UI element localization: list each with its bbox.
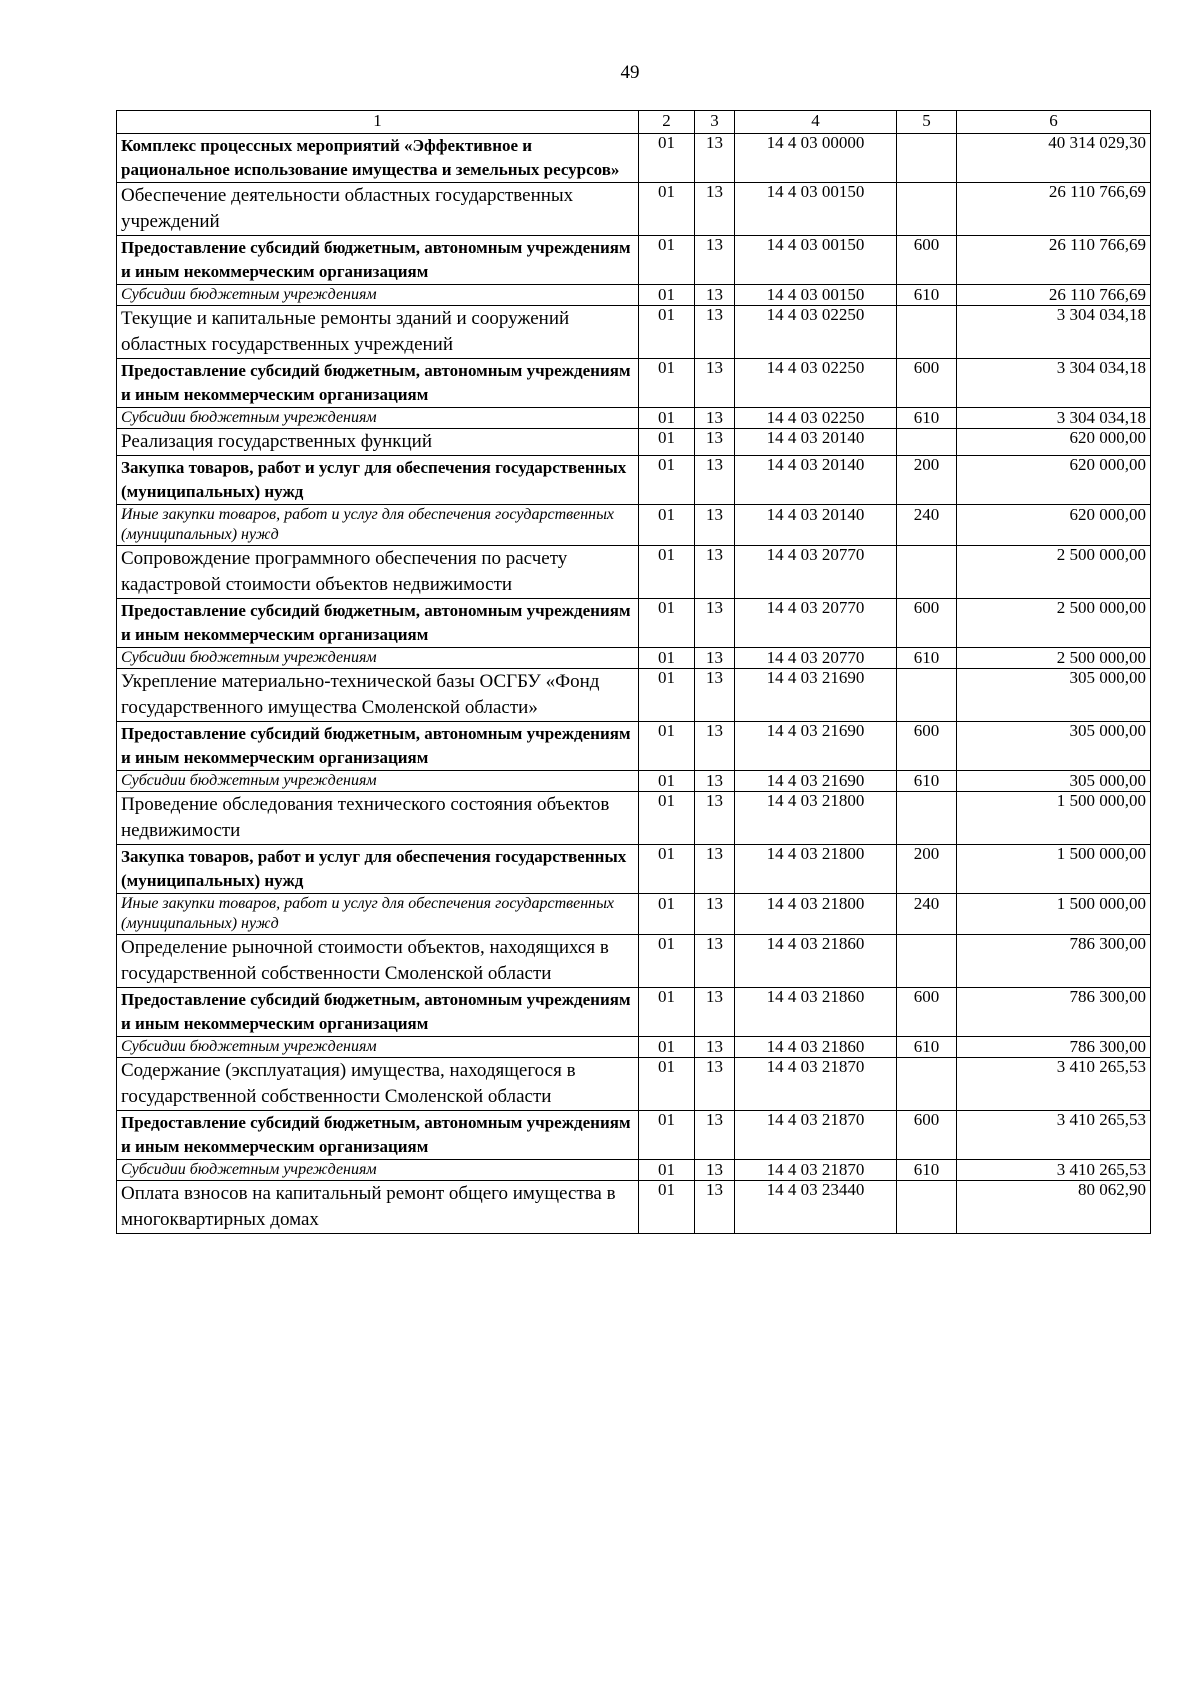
- row-name-cell: Предоставление субсидий бюджетным, автономным учреждениям и иным некоммерческим организациям: [117, 722, 639, 771]
- row-section-cell: 01: [639, 429, 695, 456]
- row-target-code-cell: 14 4 03 21690: [735, 669, 897, 722]
- row-subsection-cell: 13: [695, 1160, 735, 1181]
- row-section-cell: 01: [639, 408, 695, 429]
- row-name-cell: Обеспечение деятельности областных государственных учреждений: [117, 183, 639, 236]
- row-amount-cell: 3 304 034,18: [957, 408, 1151, 429]
- row-name-cell: Субсидии бюджетным учреждениям: [117, 1037, 639, 1058]
- row-amount-cell: 620 000,00: [957, 456, 1151, 505]
- row-section-cell: 01: [639, 1111, 695, 1160]
- row-subsection-cell: 13: [695, 894, 735, 935]
- row-section-cell: 01: [639, 1058, 695, 1111]
- table-row: [117, 669, 1151, 722]
- row-expense-type-cell: [897, 935, 957, 988]
- row-target-code-cell: 14 4 03 00150: [735, 236, 897, 285]
- row-target-code-cell: 14 4 03 20770: [735, 546, 897, 599]
- row-amount-cell: 3 304 034,18: [957, 359, 1151, 408]
- row-amount-cell: 786 300,00: [957, 1037, 1151, 1058]
- row-expense-type-cell: 610: [897, 771, 957, 792]
- table-row: [117, 456, 1151, 505]
- row-target-code-cell: 14 4 03 21800: [735, 894, 897, 935]
- row-amount-cell: 3 410 265,53: [957, 1058, 1151, 1111]
- row-expense-type-cell: 600: [897, 1111, 957, 1160]
- row-amount-cell: 620 000,00: [957, 429, 1151, 456]
- row-expense-type-cell: 240: [897, 894, 957, 935]
- row-section-cell: 01: [639, 988, 695, 1037]
- row-name-cell: Оплата взносов на капитальный ремонт общего имущества в многоквартирных домах: [117, 1181, 639, 1234]
- row-amount-cell: 80 062,90: [957, 1181, 1151, 1234]
- row-target-code-cell: 14 4 03 20770: [735, 599, 897, 648]
- row-subsection-cell: 13: [695, 722, 735, 771]
- row-name-cell: Субсидии бюджетным учреждениям: [117, 1160, 639, 1181]
- row-target-code-cell: 14 4 03 21690: [735, 771, 897, 792]
- row-name-cell: Предоставление субсидий бюджетным, автономным учреждениям и иным некоммерческим организациям: [117, 359, 639, 408]
- row-expense-type-cell: 610: [897, 1037, 957, 1058]
- row-subsection-cell: 13: [695, 236, 735, 285]
- row-amount-cell: 786 300,00: [957, 935, 1151, 988]
- row-section-cell: 01: [639, 359, 695, 408]
- table-row: [117, 1058, 1151, 1111]
- row-section-cell: 01: [639, 1037, 695, 1058]
- table-row: [117, 1111, 1151, 1160]
- header-col-3: 3: [695, 111, 735, 134]
- header-col-6: 6: [957, 111, 1151, 134]
- row-expense-type-cell: 610: [897, 648, 957, 669]
- row-expense-type-cell: 240: [897, 505, 957, 546]
- table-row: [117, 546, 1151, 599]
- row-section-cell: 01: [639, 894, 695, 935]
- row-target-code-cell: 14 4 03 21800: [735, 845, 897, 894]
- row-expense-type-cell: 600: [897, 722, 957, 771]
- table-row: [117, 648, 1151, 669]
- row-expense-type-cell: [897, 429, 957, 456]
- row-amount-cell: 3 304 034,18: [957, 306, 1151, 359]
- row-amount-cell: 2 500 000,00: [957, 648, 1151, 669]
- row-section-cell: 01: [639, 546, 695, 599]
- row-amount-cell: 26 110 766,69: [957, 183, 1151, 236]
- row-expense-type-cell: 600: [897, 236, 957, 285]
- row-name-cell: Комплекс процессных мероприятий «Эффективное и рациональное использование имущества и земельных ресурсов»: [117, 134, 639, 183]
- row-name-cell: Укрепление материально-технической базы ОСГБУ «Фонд государственного имущества Смоленской области»: [117, 669, 639, 722]
- table-row: [117, 894, 1151, 935]
- row-amount-cell: 3 410 265,53: [957, 1160, 1151, 1181]
- row-name-cell: Закупка товаров, работ и услуг для обеспечения государственных (муниципальных) нужд: [117, 456, 639, 505]
- table-row: [117, 429, 1151, 456]
- row-target-code-cell: 14 4 03 21870: [735, 1111, 897, 1160]
- row-name-cell: Содержание (эксплуатация) имущества, находящегося в государственной собственности Смоленской области: [117, 1058, 639, 1111]
- row-amount-cell: 305 000,00: [957, 771, 1151, 792]
- row-subsection-cell: 13: [695, 359, 735, 408]
- table-row: [117, 505, 1151, 546]
- table-row: [117, 134, 1151, 183]
- row-expense-type-cell: [897, 183, 957, 236]
- row-subsection-cell: 13: [695, 429, 735, 456]
- row-subsection-cell: 13: [695, 505, 735, 546]
- row-section-cell: 01: [639, 134, 695, 183]
- budget-table: [116, 110, 1151, 1234]
- row-amount-cell: 620 000,00: [957, 505, 1151, 546]
- row-target-code-cell: 14 4 03 20140: [735, 505, 897, 546]
- table-row: [117, 285, 1151, 306]
- row-expense-type-cell: 600: [897, 988, 957, 1037]
- row-expense-type-cell: 600: [897, 599, 957, 648]
- row-name-cell: Предоставление субсидий бюджетным, автономным учреждениям и иным некоммерческим организациям: [117, 988, 639, 1037]
- row-amount-cell: 2 500 000,00: [957, 546, 1151, 599]
- row-amount-cell: 26 110 766,69: [957, 285, 1151, 306]
- row-section-cell: 01: [639, 771, 695, 792]
- row-section-cell: 01: [639, 456, 695, 505]
- row-name-cell: Субсидии бюджетным учреждениям: [117, 408, 639, 429]
- row-target-code-cell: 14 4 03 21860: [735, 1037, 897, 1058]
- header-col-5: 5: [897, 111, 957, 134]
- row-section-cell: 01: [639, 285, 695, 306]
- row-subsection-cell: 13: [695, 183, 735, 236]
- row-subsection-cell: 13: [695, 771, 735, 792]
- row-subsection-cell: 13: [695, 648, 735, 669]
- row-target-code-cell: 14 4 03 00150: [735, 183, 897, 236]
- row-section-cell: 01: [639, 1160, 695, 1181]
- row-expense-type-cell: 610: [897, 285, 957, 306]
- row-subsection-cell: 13: [695, 669, 735, 722]
- row-name-cell: Субсидии бюджетным учреждениям: [117, 648, 639, 669]
- table-row: [117, 359, 1151, 408]
- row-amount-cell: 786 300,00: [957, 988, 1151, 1037]
- row-expense-type-cell: 200: [897, 845, 957, 894]
- row-section-cell: 01: [639, 505, 695, 546]
- table-row: [117, 792, 1151, 845]
- row-section-cell: 01: [639, 845, 695, 894]
- row-name-cell: Субсидии бюджетным учреждениям: [117, 771, 639, 792]
- row-subsection-cell: 13: [695, 456, 735, 505]
- table-row: [117, 408, 1151, 429]
- row-target-code-cell: 14 4 03 02250: [735, 408, 897, 429]
- header-col-1: 1: [117, 111, 639, 134]
- row-target-code-cell: 14 4 03 21870: [735, 1058, 897, 1111]
- row-target-code-cell: 14 4 03 21690: [735, 722, 897, 771]
- row-subsection-cell: 13: [695, 845, 735, 894]
- row-subsection-cell: 13: [695, 306, 735, 359]
- row-amount-cell: 1 500 000,00: [957, 845, 1151, 894]
- row-amount-cell: 1 500 000,00: [957, 792, 1151, 845]
- row-section-cell: 01: [639, 306, 695, 359]
- row-section-cell: 01: [639, 183, 695, 236]
- table-row: [117, 183, 1151, 236]
- table-row: [117, 1037, 1151, 1058]
- row-subsection-cell: 13: [695, 1037, 735, 1058]
- row-target-code-cell: 14 4 03 20140: [735, 429, 897, 456]
- row-subsection-cell: 13: [695, 1058, 735, 1111]
- header-col-4: 4: [735, 111, 897, 134]
- row-target-code-cell: 14 4 03 21860: [735, 988, 897, 1037]
- row-name-cell: Предоставление субсидий бюджетным, автономным учреждениям и иным некоммерческим организациям: [117, 1111, 639, 1160]
- row-subsection-cell: 13: [695, 546, 735, 599]
- row-target-code-cell: 14 4 03 20140: [735, 456, 897, 505]
- row-name-cell: Предоставление субсидий бюджетным, автономным учреждениям и иным некоммерческим организациям: [117, 599, 639, 648]
- row-section-cell: 01: [639, 722, 695, 771]
- row-target-code-cell: 14 4 03 21800: [735, 792, 897, 845]
- row-target-code-cell: 14 4 03 21870: [735, 1160, 897, 1181]
- table-row: [117, 236, 1151, 285]
- row-section-cell: 01: [639, 792, 695, 845]
- row-name-cell: Текущие и капитальные ремонты зданий и сооружений областных государственных учреждений: [117, 306, 639, 359]
- row-section-cell: 01: [639, 1181, 695, 1234]
- row-section-cell: 01: [639, 648, 695, 669]
- row-subsection-cell: 13: [695, 935, 735, 988]
- table-row: [117, 1160, 1151, 1181]
- row-amount-cell: 2 500 000,00: [957, 599, 1151, 648]
- row-section-cell: 01: [639, 935, 695, 988]
- row-expense-type-cell: 610: [897, 408, 957, 429]
- row-amount-cell: 305 000,00: [957, 669, 1151, 722]
- header-col-2: 2: [639, 111, 695, 134]
- row-expense-type-cell: [897, 669, 957, 722]
- row-target-code-cell: 14 4 03 20770: [735, 648, 897, 669]
- row-expense-type-cell: 610: [897, 1160, 957, 1181]
- table-row: [117, 722, 1151, 771]
- table-header-row: [117, 111, 1151, 134]
- row-expense-type-cell: [897, 546, 957, 599]
- row-expense-type-cell: 200: [897, 456, 957, 505]
- row-name-cell: Иные закупки товаров, работ и услуг для обеспечения государственных (муниципальных) нужд: [117, 505, 639, 546]
- row-subsection-cell: 13: [695, 988, 735, 1037]
- row-subsection-cell: 13: [695, 1111, 735, 1160]
- row-subsection-cell: 13: [695, 408, 735, 429]
- row-subsection-cell: 13: [695, 285, 735, 306]
- row-expense-type-cell: 600: [897, 359, 957, 408]
- table-row: [117, 845, 1151, 894]
- row-subsection-cell: 13: [695, 792, 735, 845]
- row-section-cell: 01: [639, 236, 695, 285]
- row-expense-type-cell: [897, 1181, 957, 1234]
- row-amount-cell: 40 314 029,30: [957, 134, 1151, 183]
- row-name-cell: Предоставление субсидий бюджетным, автономным учреждениям и иным некоммерческим организациям: [117, 236, 639, 285]
- row-target-code-cell: 14 4 03 00000: [735, 134, 897, 183]
- row-section-cell: 01: [639, 669, 695, 722]
- row-name-cell: Проведение обследования технического состояния объектов недвижимости: [117, 792, 639, 845]
- row-subsection-cell: 13: [695, 599, 735, 648]
- row-subsection-cell: 13: [695, 1181, 735, 1234]
- row-expense-type-cell: [897, 306, 957, 359]
- table-row: [117, 306, 1151, 359]
- row-name-cell: Сопровождение программного обеспечения по расчету кадастровой стоимости объектов недвижимости: [117, 546, 639, 599]
- row-name-cell: Иные закупки товаров, работ и услуг для обеспечения государственных (муниципальных) нужд: [117, 894, 639, 935]
- table-row: [117, 988, 1151, 1037]
- row-amount-cell: 3 410 265,53: [957, 1111, 1151, 1160]
- row-name-cell: Субсидии бюджетным учреждениям: [117, 285, 639, 306]
- table-row: [117, 1181, 1151, 1234]
- row-name-cell: Реализация государственных функций: [117, 429, 639, 456]
- row-section-cell: 01: [639, 599, 695, 648]
- row-amount-cell: 1 500 000,00: [957, 894, 1151, 935]
- row-subsection-cell: 13: [695, 134, 735, 183]
- row-name-cell: Определение рыночной стоимости объектов, находящихся в государственной собственности Смоленской области: [117, 935, 639, 988]
- row-target-code-cell: 14 4 03 02250: [735, 359, 897, 408]
- row-name-cell: Закупка товаров, работ и услуг для обеспечения государственных (муниципальных) нужд: [117, 845, 639, 894]
- table-row: [117, 771, 1151, 792]
- table-row: [117, 599, 1151, 648]
- row-amount-cell: 305 000,00: [957, 722, 1151, 771]
- row-target-code-cell: 14 4 03 23440: [735, 1181, 897, 1234]
- row-expense-type-cell: [897, 1058, 957, 1111]
- row-amount-cell: 26 110 766,69: [957, 236, 1151, 285]
- row-expense-type-cell: [897, 134, 957, 183]
- row-target-code-cell: 14 4 03 02250: [735, 306, 897, 359]
- row-target-code-cell: 14 4 03 00150: [735, 285, 897, 306]
- table-row: [117, 935, 1151, 988]
- row-target-code-cell: 14 4 03 21860: [735, 935, 897, 988]
- row-expense-type-cell: [897, 792, 957, 845]
- page-number: 49: [620, 62, 640, 83]
